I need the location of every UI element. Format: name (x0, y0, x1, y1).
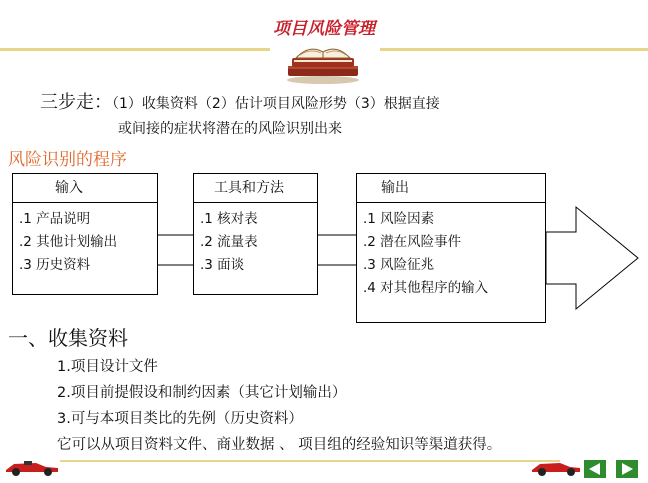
list-item: .3 历史资料 (19, 257, 91, 273)
input-box-header: 输入 (13, 174, 157, 203)
next-arrow-icon[interactable] (616, 460, 638, 478)
page-title: 项目风险管理 (273, 19, 375, 39)
input-box-items (19, 208, 117, 277)
back-arrow-icon[interactable] (584, 460, 606, 478)
list-item: 3.可与本项目类比的先例（历史资料） (57, 411, 303, 427)
section-heading: 一、收集资料 (8, 326, 128, 350)
tools-box-header: 工具和方法 (194, 174, 317, 203)
list-item: .1 核对表 (200, 211, 258, 227)
tools-box (193, 173, 318, 295)
list-item: .3 面谈 (200, 257, 245, 273)
intro-line-2: 或间接的症状将潜在的风险识别出来 (118, 121, 342, 137)
intro-steps: （1）收集资料（2）估计项目风险形势（3）根据直接 (112, 96, 440, 112)
list-item: .3 风险征兆 (363, 257, 435, 273)
race-car-icon (530, 456, 582, 478)
output-box (356, 173, 546, 323)
output-box-header: 输出 (357, 174, 545, 203)
footer-rule (60, 460, 560, 462)
list-item: .2 潜在风险事件 (363, 234, 462, 250)
list-item: 它可以从项目资料文件、商业数据 、 项目组的经验知识等渠道获得。 (57, 437, 502, 453)
list-item: 1.项目设计文件 (57, 359, 158, 375)
list-item: 2.项目前提假设和制约因素（其它计划输出） (57, 385, 347, 401)
list-item: .1 风险因素 (363, 211, 435, 227)
intro-lead: 三步走： (40, 92, 112, 113)
list-item: .2 其他计划输出 (19, 234, 118, 250)
tools-box-items (200, 208, 258, 277)
output-box-items (363, 208, 488, 300)
output-arrow (546, 207, 638, 309)
section-list (57, 354, 501, 458)
process-title: 风险识别的程序 (8, 150, 127, 170)
list-item: .4 对其他程序的输入 (363, 280, 489, 296)
list-item: .1 产品说明 (19, 211, 91, 227)
input-box (12, 173, 158, 295)
list-item: .2 流量表 (200, 234, 258, 250)
race-car-icon (2, 456, 62, 478)
